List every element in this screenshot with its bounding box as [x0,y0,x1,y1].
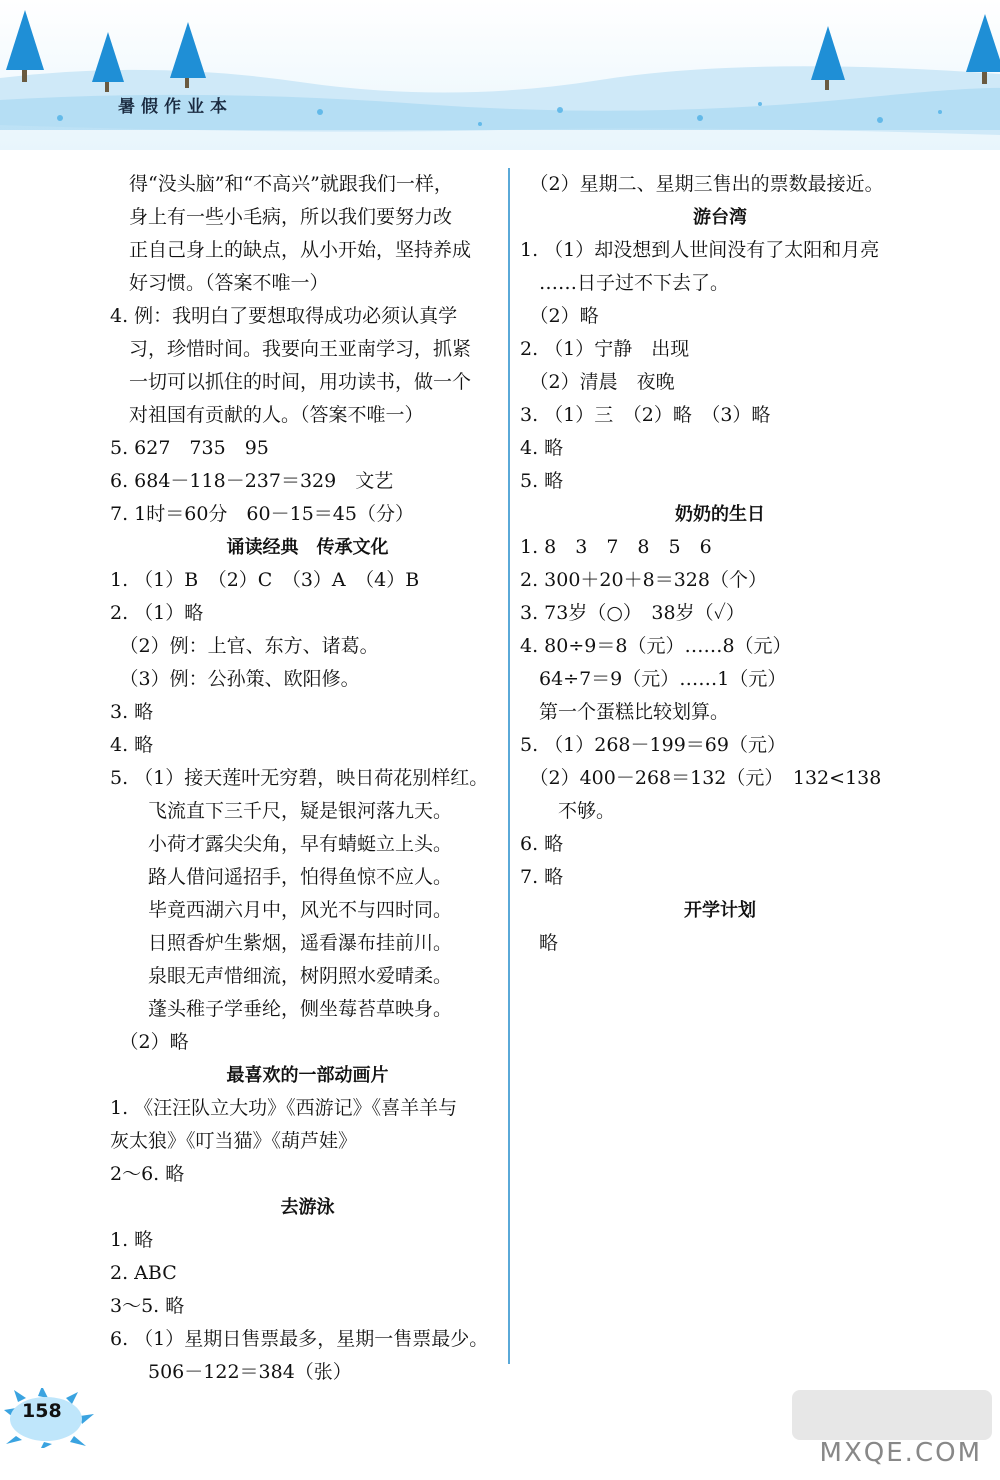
answer-line: ……日子过不下去了。 [520,272,730,294]
answer-line: 路人借问遥招手，怕得鱼惊不应人。 [110,866,453,888]
section-heading: 游台湾 [693,207,747,228]
answer-line: 5. 略 [520,470,564,492]
answer-line: 第一个蛋糕比较划算。 [520,701,730,723]
answer-line: 小荷才露尖尖角，早有蜻蜓立上头。 [110,833,453,855]
answer-line: 5. （1）268－199＝69（元） [520,734,786,756]
answer-line: 略 [520,932,559,954]
answer-line: 2. （1）宁静 出现 [520,338,690,360]
answer-line: 6. 684－118－237＝329 文艺 [110,470,394,492]
answer-line: 4. 80÷9＝8（元）……8（元） [520,635,792,657]
answer-line: 6. （1）星期日售票最多，星期一售票最少。 [110,1328,489,1350]
answer-line: 好习惯。（答案不唯一） [110,272,329,294]
section-heading: 诵读经典 传承文化 [226,537,389,558]
answer-line: 1. 8 3 7 8 5 6 [520,536,712,558]
answer-line: 1. （1）却没想到人世间没有了太阳和月亮 [520,239,880,261]
watermark-text: MXQE.COM [819,1438,982,1468]
answer-line: 4. 略 [110,734,154,756]
answer-line: 泉眼无声惜细流，树阴照水爱晴柔。 [110,965,453,987]
answer-column-left [110,168,505,1389]
answer-line: 一切可以抓住的时间，用功读书，做一个 [110,371,472,393]
column-divider [508,168,510,1364]
answer-line: 习，珍惜时间。我要向王亚南学习，抓紧 [110,338,472,360]
answer-line: 飞流直下三千尺，疑是银河落九天。 [110,800,453,822]
answer-line: （2）400－268＝132（元） 132<138 [520,767,882,789]
answer-line: 4. 例：我明白了要想取得成功必须认真学 [110,305,458,327]
answer-line: 3～5. 略 [110,1295,185,1317]
answer-line: 2. 300＋20＋8＝328（个） [520,569,767,591]
answer-line: 1. （1）B （2）C （3）A （4）B [110,569,420,591]
answer-line: （3）例：公孙策、欧阳修。 [110,668,360,690]
answer-line: 7. 1时＝60分 60－15＝45（分） [110,503,414,525]
answer-line: 身上有一些小毛病，所以我们要努力改 [110,206,453,228]
answer-line: 3. （1）三 （2）略 （3）略 [520,404,771,426]
answer-line: 64÷7＝9（元）……1（元） [520,668,787,690]
answer-line: 7. 略 [520,866,564,888]
answer-column-right [520,168,920,960]
header-banner [0,0,1000,150]
answer-line: 日照香炉生紫烟，遥看瀑布挂前川。 [110,932,453,954]
answer-line: 6. 略 [520,833,564,855]
section-heading: 开学计划 [684,900,756,921]
answer-line: 正自己身上的缺点，从小开始，坚持养成 [110,239,472,261]
answer-line: 2～6. 略 [110,1163,185,1185]
answer-line: 2. （1）略 [110,602,204,624]
book-title: 暑假作业本 [118,97,233,117]
answer-line: 灰太狼》《叮当猫》《葫芦娃》 [110,1130,358,1152]
answer-line: （2）略 [520,305,599,327]
answer-line: （2）例：上官、东方、诸葛。 [110,635,379,657]
answer-line: （2）清晨 夜晚 [520,371,675,393]
answer-line: 毕竟西湖六月中，风光不与四时同。 [110,899,453,921]
answer-line: 蓬头稚子学垂纶，侧坐莓苔草映身。 [110,998,453,1020]
winter-trees-illustration [0,0,1000,150]
answer-line: 1. 略 [110,1229,154,1251]
answer-line: 3. 73岁（○） 38岁（✓） [520,602,745,624]
section-heading: 最喜欢的一部动画片 [226,1065,389,1086]
answer-line: 4. 略 [520,437,564,459]
answer-line: 不够。 [520,800,616,822]
section-heading: 奶奶的生日 [675,504,765,525]
page-number: 158 [22,1400,62,1422]
answer-line: 3. 略 [110,701,154,723]
answer-line: 1. 《汪汪队立大功》《西游记》《喜羊羊与 [110,1097,458,1119]
answer-line: （2）略 [110,1031,189,1053]
answer-line: 506－122＝384（张） [110,1361,352,1383]
answer-line: 得“没头脑”和“不高兴”就跟我们一样， [110,173,453,195]
answer-line: 5. （1）接天莲叶无穷碧，映日荷花别样红。 [110,767,489,789]
section-heading: 去游泳 [280,1197,335,1218]
answer-line: （2）星期二、星期三售出的票数最接近。 [520,173,884,195]
answer-line: 2. ABC [110,1262,177,1284]
answer-line: 对祖国有贡献的人。（答案不唯一） [110,404,424,426]
answer-line: 5. 627 735 95 [110,437,269,459]
